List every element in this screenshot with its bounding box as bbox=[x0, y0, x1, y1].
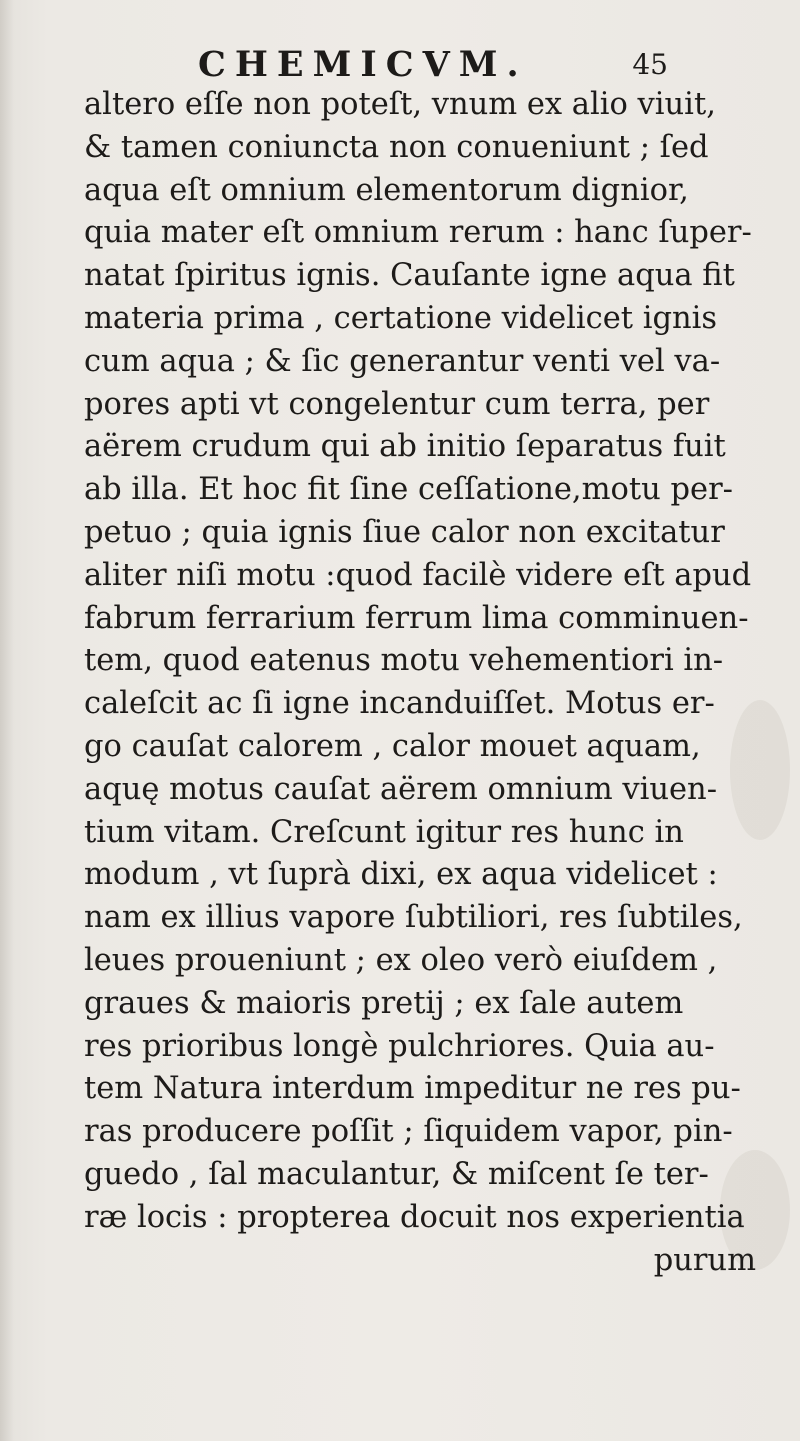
text-line: materia prima , certatione videlicet ignis bbox=[84, 300, 718, 336]
page-number: 45 bbox=[632, 48, 668, 81]
text-line: leues proueniunt ; ex oleo verò eiuſdem , bbox=[84, 942, 718, 978]
text-line: modum , vt ſuprà dixi, ex aqua videlicet : bbox=[84, 857, 718, 893]
text-line: altero eſſe non poteſt, vnum ex alio viuit, bbox=[84, 87, 716, 122]
text-line: aliter niſi motu :quod facilè videre eſt apud bbox=[84, 557, 752, 593]
text-line: caleſcit ac ſi igne incanduiſſet. Motus er- bbox=[84, 686, 715, 722]
text-line: tem Natura interdum impeditur ne res pu- bbox=[84, 1071, 741, 1107]
catchword: purum bbox=[653, 1242, 756, 1278]
text-line: & tamen coniuncta non conueniunt ; ſed bbox=[84, 129, 709, 165]
text-line: cum aqua ; & ſic generantur venti vel va- bbox=[84, 343, 721, 379]
text-line: natat ſpiritus ignis. Cauſante igne aqua fit bbox=[84, 258, 735, 294]
text-line: graues & maioris pretij ; ex ſale autem bbox=[84, 985, 684, 1021]
text-line: res prioribus longè pulchriores. Quia au- bbox=[84, 1028, 715, 1064]
text-line: ab illa. Et hoc fit ſine ceſſatione,motu per- bbox=[84, 472, 733, 508]
text-line: pores apti vt congelentur cum terra, per bbox=[84, 386, 710, 422]
running-head: CHEMICVM. bbox=[198, 44, 528, 85]
text-line: tem, quod eatenus motu vehementiori in- bbox=[84, 643, 724, 679]
text-line: ræ locis : propterea docuit nos experientia bbox=[84, 1199, 745, 1235]
text-line: petuo ; quia ignis ſiue calor non excitatur bbox=[84, 514, 725, 550]
text-line: aquę motus cauſat aërem omnium viuen- bbox=[84, 771, 718, 807]
text-line: go cauſat calorem , calor mouet aquam, bbox=[84, 728, 701, 764]
text-line: tium vitam. Creſcunt igitur res hunc in bbox=[84, 814, 684, 850]
gutter-shadow bbox=[0, 0, 14, 1441]
body-text bbox=[84, 84, 786, 1282]
text-line: aërem crudum qui ab initio ſeparatus fuit bbox=[84, 429, 726, 465]
text-line: fabrum ferrarium ferrum lima comminuen- bbox=[84, 600, 749, 636]
text-line: ras producere poſſit ; ſiquidem vapor, pin- bbox=[84, 1114, 733, 1150]
text-line: aqua eſt omnium elementorum dignior, bbox=[84, 172, 689, 208]
text-line: quia mater eſt omnium rerum : hanc ſuper- bbox=[84, 215, 752, 251]
text-line: nam ex illius vapore ſubtiliori, res ſubtiles, bbox=[84, 900, 743, 936]
text-line: guedo , ſal maculantur, & miſcent ſe ter- bbox=[84, 1156, 709, 1192]
